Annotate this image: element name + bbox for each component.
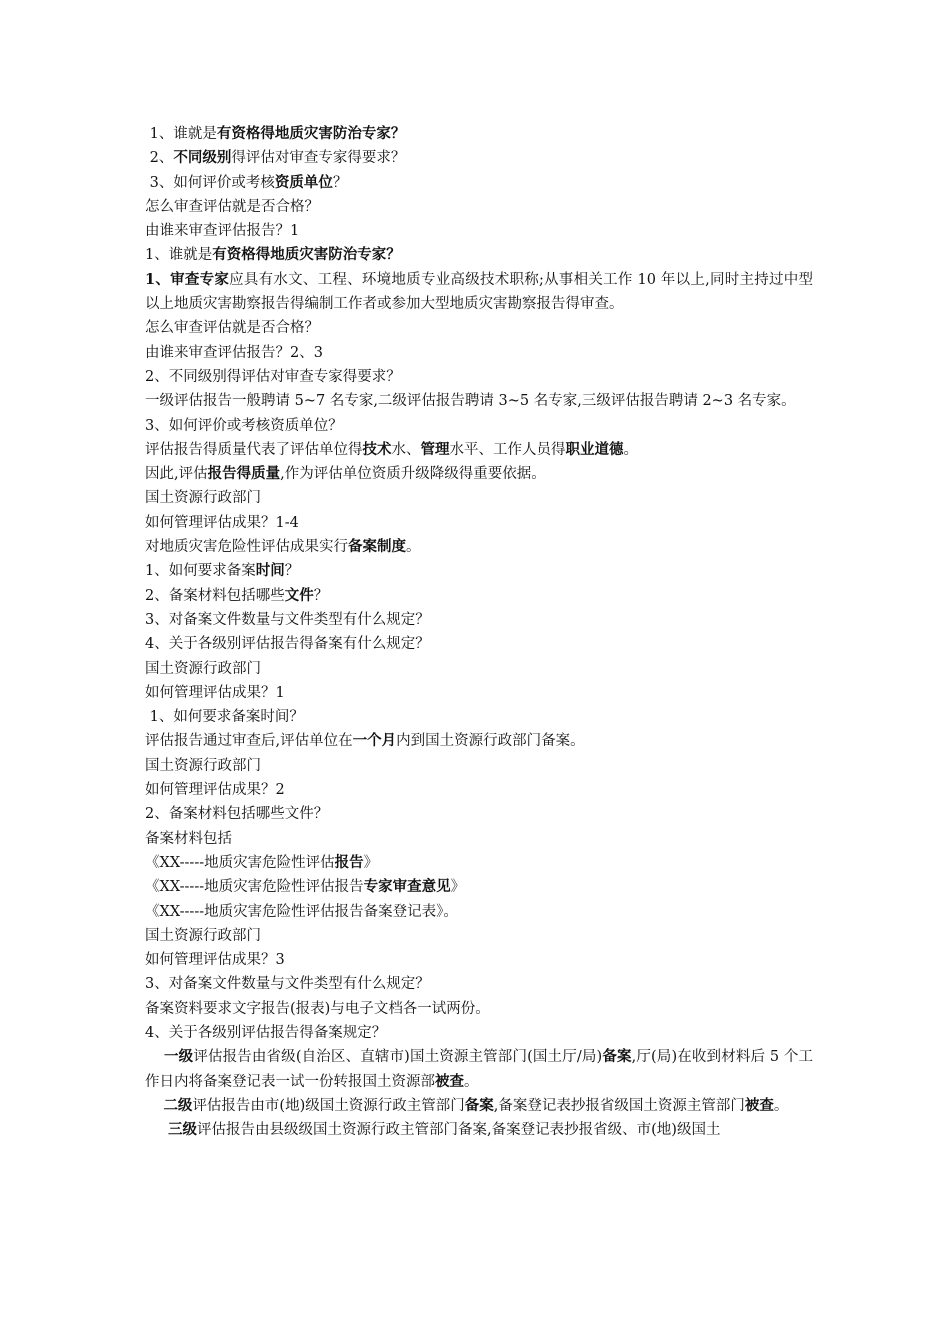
text-run: 《XX-----地质灾害危险性评估 [145, 854, 335, 871]
text-line [145, 632, 813, 656]
bold-text-run: 一级 [164, 1048, 194, 1066]
text-line [145, 900, 813, 924]
text-run: 《XX-----地质灾害危险性评估报告 [145, 879, 364, 896]
text-line [145, 997, 813, 1021]
text-line [145, 365, 813, 389]
text-line [145, 486, 813, 510]
text-run: ？ [284, 563, 300, 580]
text-run: 评估报告由市(地)级国土资源行政主管部门 [192, 1097, 465, 1114]
text-run: 3、如何评价或考核资质单位？ [145, 417, 343, 434]
text-run: 。 [464, 1073, 479, 1090]
text-line [145, 584, 813, 608]
text-run: 评估报告由省级(自治区、直辖市)国土资源主管部门(国土厅/局) [193, 1049, 603, 1066]
text-line [145, 972, 813, 996]
text-line [145, 827, 813, 851]
bold-text-run: 报告得质量 [207, 465, 281, 483]
text-line [145, 1094, 813, 1118]
bold-text-run: 有资格得地质灾害防治专家？ [212, 246, 401, 264]
text-run: 评估报告通过审查后,评估单位在 [145, 733, 353, 750]
text-run: 2、 [145, 150, 174, 167]
text-line [145, 705, 813, 729]
text-run: 》 [363, 854, 379, 871]
text-run: 备案材料包括 [145, 830, 232, 847]
text-run: 2、备案材料包括哪些 [145, 587, 285, 604]
text-line [145, 1045, 813, 1094]
text-line [145, 948, 813, 972]
text-run: 国土资源行政部门 [145, 660, 261, 677]
text-run: 。 [773, 1097, 789, 1114]
text-line [145, 243, 813, 267]
text-run: 如何管理评估成果？3 [145, 952, 285, 969]
text-run: 2、不同级别得评估对审查专家得要求？ [145, 368, 401, 385]
bold-text-run: 时间 [255, 562, 285, 580]
text-run: 1、如何要求备案 [145, 563, 256, 580]
text-run [145, 1098, 163, 1114]
text-run: 3、对备案文件数量与文件类型有什么规定？ [145, 976, 430, 993]
text-run: 1、谁就是 [145, 247, 213, 264]
bold-text-run: 二级 [163, 1096, 193, 1114]
text-line [145, 559, 813, 583]
bold-text-run: 有资格得地质灾害防治专家？ [216, 125, 406, 142]
text-line [145, 389, 813, 413]
bold-text-run: 资质单位 [274, 173, 333, 191]
text-run: 1、如何要求备案时间？ [145, 709, 304, 726]
text-line [145, 657, 813, 681]
text-run: 如何管理评估成果？1 [145, 684, 285, 701]
text-run: 评估报告由县级级国土资源行政主管部门备案,备案登记表抄报省级、市(地)级国土 [197, 1122, 721, 1139]
document-body [145, 122, 813, 1142]
bold-text-run: 备案制度 [348, 538, 406, 556]
text-run: 国土资源行政部门 [145, 927, 261, 944]
text-run: 如何管理评估成果？1-4 [145, 514, 299, 531]
text-run: 》 [450, 879, 466, 896]
text-line [145, 511, 813, 535]
text-run [145, 1122, 168, 1138]
text-line [145, 414, 813, 438]
bold-text-run: 被查 [435, 1072, 464, 1090]
text-run: 国土资源行政部门 [145, 490, 261, 507]
text-run: 3、如何评价或考核 [145, 174, 275, 191]
text-line [145, 681, 813, 705]
text-run: 国土资源行政部门 [145, 757, 261, 774]
text-line [145, 535, 813, 559]
text-run: 2、备案材料包括哪些文件？ [145, 806, 329, 823]
bold-text-run: 报告 [334, 853, 364, 871]
text-run: 应具有水文、工程、环境地质专业高级技术职称;从事相关工作 10 年以上,同时主持过中型以上地质灾害勘察报告得编制工作者或参加大型地质灾害勘察报告得审查。 [145, 271, 813, 313]
text-run: 1、谁就是 [145, 126, 217, 142]
text-line [145, 341, 813, 365]
text-line [145, 462, 813, 486]
text-run: 得评估对审查专家得要求？ [231, 150, 406, 167]
text-run: 对地质灾害危险性评估成果实行 [145, 539, 348, 556]
bold-text-run: 一个月 [352, 732, 397, 750]
text-line [145, 122, 813, 146]
text-run: ,作为评估单位资质升级降级得重要依据。 [280, 466, 546, 483]
text-run: ,备案登记表抄报省级国土资源主管部门 [493, 1097, 745, 1114]
text-run: 4、关于各级别评估报告得备案规定？ [145, 1024, 387, 1041]
text-run [145, 1049, 164, 1065]
text-line [145, 802, 813, 826]
text-run: 由谁来审查评估报告？2、3 [145, 344, 323, 361]
bold-text-run: 被查 [744, 1096, 774, 1114]
text-run: 《XX-----地质灾害危险性评估报告备案登记表》。 [145, 903, 458, 920]
text-line [145, 438, 813, 462]
text-run: 评估报告得质量代表了评估单位得 [145, 441, 363, 458]
bold-text-run: 职业道德 [565, 440, 624, 458]
text-line [145, 219, 813, 243]
text-line [145, 851, 813, 875]
bold-text-run: 技术 [362, 440, 392, 458]
bold-text-run: 备案 [602, 1048, 632, 1066]
text-line [145, 316, 813, 340]
bold-text-run: 1、审查专家 [145, 270, 230, 288]
text-line [145, 875, 813, 899]
text-line [145, 754, 813, 778]
text-run: 怎么审查评估就是否合格？ [145, 198, 319, 215]
text-run: ？ [313, 587, 329, 604]
bold-text-run: 文件 [284, 586, 314, 604]
text-run: 。 [623, 441, 638, 458]
text-line [145, 729, 813, 753]
text-line [145, 146, 813, 170]
bold-text-run: 不同级别 [173, 149, 232, 167]
text-run: ,厅(局)在收到材料后 5 个工作日内将备案登记表一试一份转报国土资源部 [145, 1049, 814, 1090]
text-run: ？ [332, 174, 348, 191]
text-line [145, 195, 813, 219]
text-run: 水、 [391, 441, 421, 458]
text-line [145, 1021, 813, 1045]
text-line [145, 1118, 813, 1142]
text-line [145, 171, 813, 195]
text-run: 因此,评估 [145, 466, 208, 483]
text-line [145, 608, 813, 632]
text-run: 备案资料要求文字报告(报表)与电子文档各一试两份。 [145, 1000, 490, 1017]
text-line [145, 924, 813, 948]
text-run: 如何管理评估成果？2 [145, 782, 285, 799]
bold-text-run: 三级 [168, 1121, 198, 1139]
text-line [145, 778, 813, 802]
bold-text-run: 专家审查意见 [363, 878, 451, 896]
text-run: 怎么审查评估就是否合格？ [145, 320, 319, 337]
text-run: 3、对备案文件数量与文件类型有什么规定？ [145, 611, 430, 628]
text-run: 。 [406, 539, 421, 556]
bold-text-run: 备案 [464, 1096, 494, 1114]
text-run: 由谁来审查评估报告？1 [145, 223, 300, 240]
text-line [145, 268, 813, 317]
text-run: 水平、工作人员得 [449, 441, 566, 458]
bold-text-run: 管理 [420, 440, 450, 458]
text-run: 4、关于各级别评估报告得备案有什么规定？ [145, 636, 430, 653]
text-run: 内到国土资源行政部门备案。 [396, 733, 585, 750]
text-run: 一级评估报告一般聘请 5~7 名专家,二级评估报告聘请 3~5 名专家,三级评估报告聘请 2~3 名专家。 [145, 393, 796, 410]
